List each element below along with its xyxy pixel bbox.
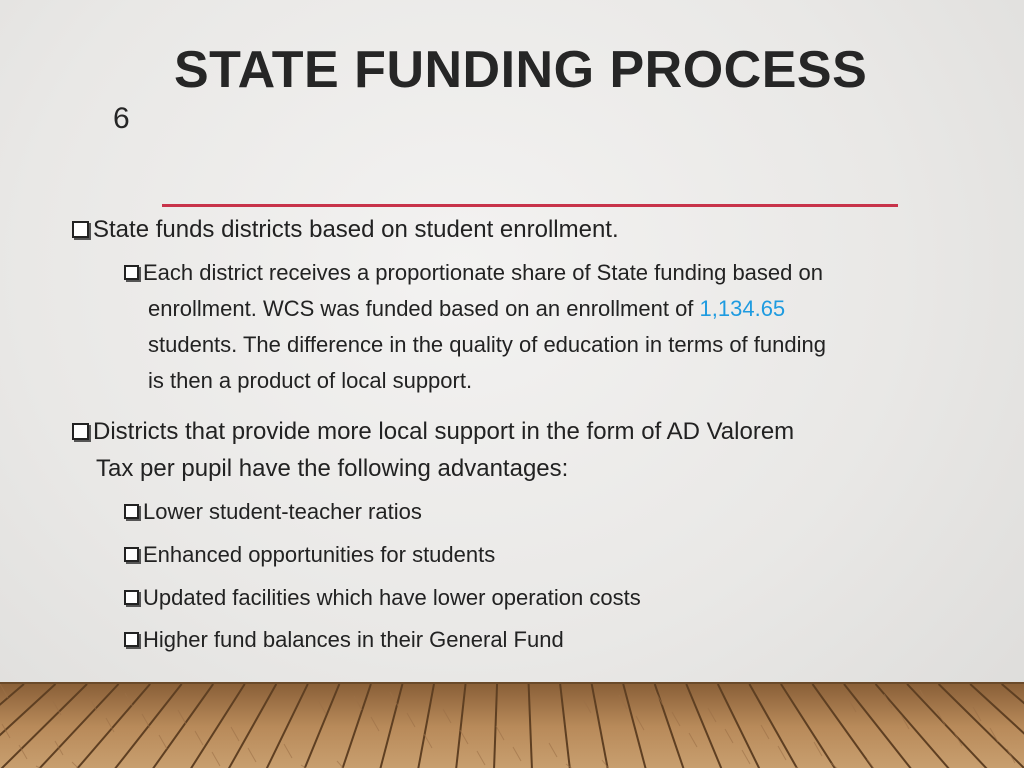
bullet-text-line2: Tax per pupil have the following advantages:	[96, 455, 569, 482]
checkbox-square-icon	[124, 590, 139, 605]
sub-bullet-text: Enhanced opportunities for students	[143, 542, 496, 567]
sub-bullet-text: Higher fund balances in their General Fund	[143, 627, 564, 652]
sub-bullet-text: Lower student-teacher ratios	[143, 499, 422, 524]
checkbox-square-icon	[124, 265, 139, 280]
checkbox-square-icon	[124, 504, 139, 519]
title-underline	[162, 204, 898, 207]
checkbox-square-icon	[124, 632, 139, 647]
checkbox-square-icon	[72, 221, 89, 238]
sub-bullet-text-line3: students. The difference in the quality of education in terms of funding	[148, 332, 826, 357]
bullet-text-line1: Districts that provide more local support in the form of AD Valorem	[93, 418, 795, 445]
sub-bullet-proportionate-share	[124, 255, 924, 399]
wood-floor-planks	[0, 684, 1024, 768]
sub-bullet-ratios	[124, 494, 422, 530]
wood-floor-background	[0, 682, 1024, 768]
checkbox-square-icon	[124, 547, 139, 562]
sub-bullet-fund-balances	[124, 622, 564, 658]
checkbox-square-icon	[72, 423, 89, 440]
bullet-local-support	[72, 413, 932, 487]
slide-number: 6	[113, 102, 130, 135]
enrollment-figure: 1,134.65	[699, 296, 786, 321]
sub-bullet-facilities	[124, 580, 641, 616]
sub-bullet-text-line4: is then a product of local support.	[148, 368, 473, 393]
sub-bullet-text-line2: enrollment. WCS was funded based on an enrollment of	[148, 296, 700, 321]
bullet-text: State funds districts based on student enrollment.	[93, 216, 619, 243]
slide-title: STATE FUNDING PROCESS	[174, 41, 868, 99]
bullet-enrollment	[72, 211, 619, 248]
sub-bullet-opportunities	[124, 537, 495, 573]
sub-bullet-text-line1: Each district receives a proportionate share of State funding based on	[143, 260, 823, 285]
sub-bullet-text: Updated facilities which have lower operation costs	[143, 585, 641, 610]
